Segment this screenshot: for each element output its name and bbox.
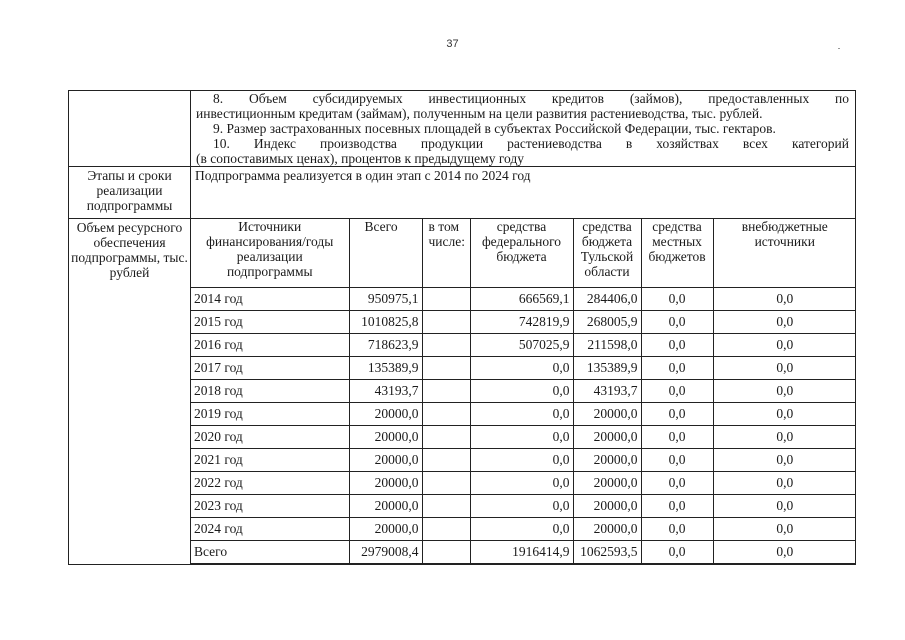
funding-data-row [191, 310, 856, 333]
cell-total: 1010825,8 [349, 310, 422, 333]
cell-year: 2017 год [191, 356, 349, 379]
cell-local: 0,0 [641, 333, 713, 356]
cell-including [422, 448, 470, 471]
cell-including [422, 494, 470, 517]
funding-table [191, 219, 856, 564]
cell-regional: 20000,0 [573, 402, 641, 425]
cell-federal: 0,0 [470, 494, 573, 517]
funding-data-row [191, 540, 856, 563]
header-source: Источники финансирования/годы реализации подпрограммы [206, 219, 334, 279]
cell-year: 2019 год [191, 402, 349, 425]
cell-extrabudgetary: 0,0 [713, 379, 856, 402]
cell-regional: 20000,0 [573, 471, 641, 494]
cell-total: 20000,0 [349, 402, 422, 425]
funding-data-row [191, 448, 856, 471]
cell-extrabudgetary: 0,0 [713, 494, 856, 517]
cell-total: 20000,0 [349, 425, 422, 448]
cell-year: 2020 год [191, 425, 349, 448]
cell-including [422, 425, 470, 448]
cell-total: 2979008,4 [349, 540, 422, 563]
cell-total: 135389,9 [349, 356, 422, 379]
cell-federal: 0,0 [470, 425, 573, 448]
cell-total: 43193,7 [349, 379, 422, 402]
cell-regional: 20000,0 [573, 425, 641, 448]
cell-extrabudgetary: 0,0 [713, 356, 856, 379]
funding-data-row [191, 379, 856, 402]
cell-year: 2022 год [191, 471, 349, 494]
cell-including [422, 471, 470, 494]
funding-data-row [191, 402, 856, 425]
cell-federal: 1916414,9 [470, 540, 573, 563]
funding-data-row [191, 494, 856, 517]
header-including: в том числе: [422, 219, 470, 287]
indicator-item-8: 8. Объем субсидируемых инвестиционных кредитов (займов), предоставленных по [213, 91, 849, 106]
cell-local: 0,0 [641, 494, 713, 517]
cell-regional: 20000,0 [573, 517, 641, 540]
cell-total: 20000,0 [349, 471, 422, 494]
cell-including [422, 287, 470, 310]
cell-total: 20000,0 [349, 517, 422, 540]
cell-local: 0,0 [641, 310, 713, 333]
funding-label: Объем ресурсного обеспечения подпрограммы, тыс. рублей [69, 219, 191, 565]
indicators-row [69, 91, 856, 167]
cell-regional: 1062593,5 [573, 540, 641, 563]
page-number: 37 [446, 38, 459, 50]
cell-including [422, 402, 470, 425]
header-local: средства местных бюджетов [641, 219, 713, 287]
funding-data-row [191, 356, 856, 379]
cell-local: 0,0 [641, 540, 713, 563]
cell-including [422, 540, 470, 563]
cell-total: 20000,0 [349, 494, 422, 517]
indicators-list [191, 91, 856, 167]
cell-extrabudgetary: 0,0 [713, 425, 856, 448]
cell-regional: 43193,7 [573, 379, 641, 402]
cell-federal: 0,0 [470, 517, 573, 540]
cell-including [422, 333, 470, 356]
header-federal: средства федерального бюджета [470, 219, 573, 287]
cell-local: 0,0 [641, 471, 713, 494]
cell-regional: 20000,0 [573, 448, 641, 471]
cell-including [422, 356, 470, 379]
cell-federal: 0,0 [470, 448, 573, 471]
cell-total: 20000,0 [349, 448, 422, 471]
cell-federal: 507025,9 [470, 333, 573, 356]
cell-year: 2015 год [191, 310, 349, 333]
cell-local: 0,0 [641, 356, 713, 379]
cell-year: 2021 год [191, 448, 349, 471]
funding-row [69, 219, 856, 565]
funding-data-row [191, 471, 856, 494]
cell-federal: 0,0 [470, 402, 573, 425]
cell-federal: 0,0 [470, 379, 573, 402]
cell-local: 0,0 [641, 287, 713, 310]
cell-federal: 0,0 [470, 356, 573, 379]
cell-year: 2016 год [191, 333, 349, 356]
cell-local: 0,0 [641, 402, 713, 425]
indicator-item-10-continued: (в сопоставимых ценах), процентов к предыдущему году [196, 151, 525, 166]
cell-year: 2024 год [191, 517, 349, 540]
cell-regional: 135389,9 [573, 356, 641, 379]
cell-total: 718623,9 [349, 333, 422, 356]
cell-regional: 20000,0 [573, 494, 641, 517]
indicator-item-9: 9. Размер застрахованных посевных площадей в субъектах Российской Федерации, тыс. гектаров. [213, 121, 776, 136]
cell-local: 0,0 [641, 517, 713, 540]
cell-federal: 666569,1 [470, 287, 573, 310]
cell-extrabudgetary: 0,0 [713, 448, 856, 471]
cell-regional: 211598,0 [573, 333, 641, 356]
cell-extrabudgetary: 0,0 [713, 333, 856, 356]
scan-speck [838, 48, 840, 49]
funding-header-row [191, 219, 856, 287]
cell-total: 950975,1 [349, 287, 422, 310]
cell-extrabudgetary: 0,0 [713, 471, 856, 494]
cell-extrabudgetary: 0,0 [713, 517, 856, 540]
cell-federal: 0,0 [470, 471, 573, 494]
cell-local: 0,0 [641, 379, 713, 402]
header-total: Всего [349, 219, 422, 287]
header-regional: средства бюджета Тульской области [573, 219, 641, 287]
cell-regional: 284406,0 [573, 287, 641, 310]
indicator-item-10: 10. Индекс производства продукции растениеводства в хозяйствах всех категорий [213, 136, 849, 151]
cell-extrabudgetary: 0,0 [713, 540, 856, 563]
cell-including [422, 379, 470, 402]
header-extrabudgetary: внебюджетные источники [713, 219, 856, 287]
cell-federal: 742819,9 [470, 310, 573, 333]
cell-local: 0,0 [641, 448, 713, 471]
stages-row [69, 167, 856, 219]
funding-data-row [191, 287, 856, 310]
indicator-item-8-continued: инвестиционным кредитам (займам), полученным на цели развития растениеводства, тыс. рублей. [196, 106, 763, 121]
funding-data-row [191, 425, 856, 448]
cell-year: 2014 год [191, 287, 349, 310]
cell-year: 2023 год [191, 494, 349, 517]
cell-local: 0,0 [641, 425, 713, 448]
cell-year: 2018 год [191, 379, 349, 402]
funding-data-row [191, 517, 856, 540]
indicators-label-cell [69, 91, 191, 167]
cell-including [422, 517, 470, 540]
cell-extrabudgetary: 0,0 [713, 402, 856, 425]
passport-table [68, 90, 856, 565]
cell-regional: 268005,9 [573, 310, 641, 333]
stages-label: Этапы и сроки реализации подпрограммы [69, 167, 191, 219]
stages-text: Подпрограмма реализуется в один этап с 2014 по 2024 год [191, 167, 856, 219]
funding-data-row [191, 333, 856, 356]
cell-extrabudgetary: 0,0 [713, 310, 856, 333]
cell-extrabudgetary: 0,0 [713, 287, 856, 310]
cell-including [422, 310, 470, 333]
cell-year: Всего [191, 540, 349, 563]
funding-table-cell [191, 219, 856, 565]
